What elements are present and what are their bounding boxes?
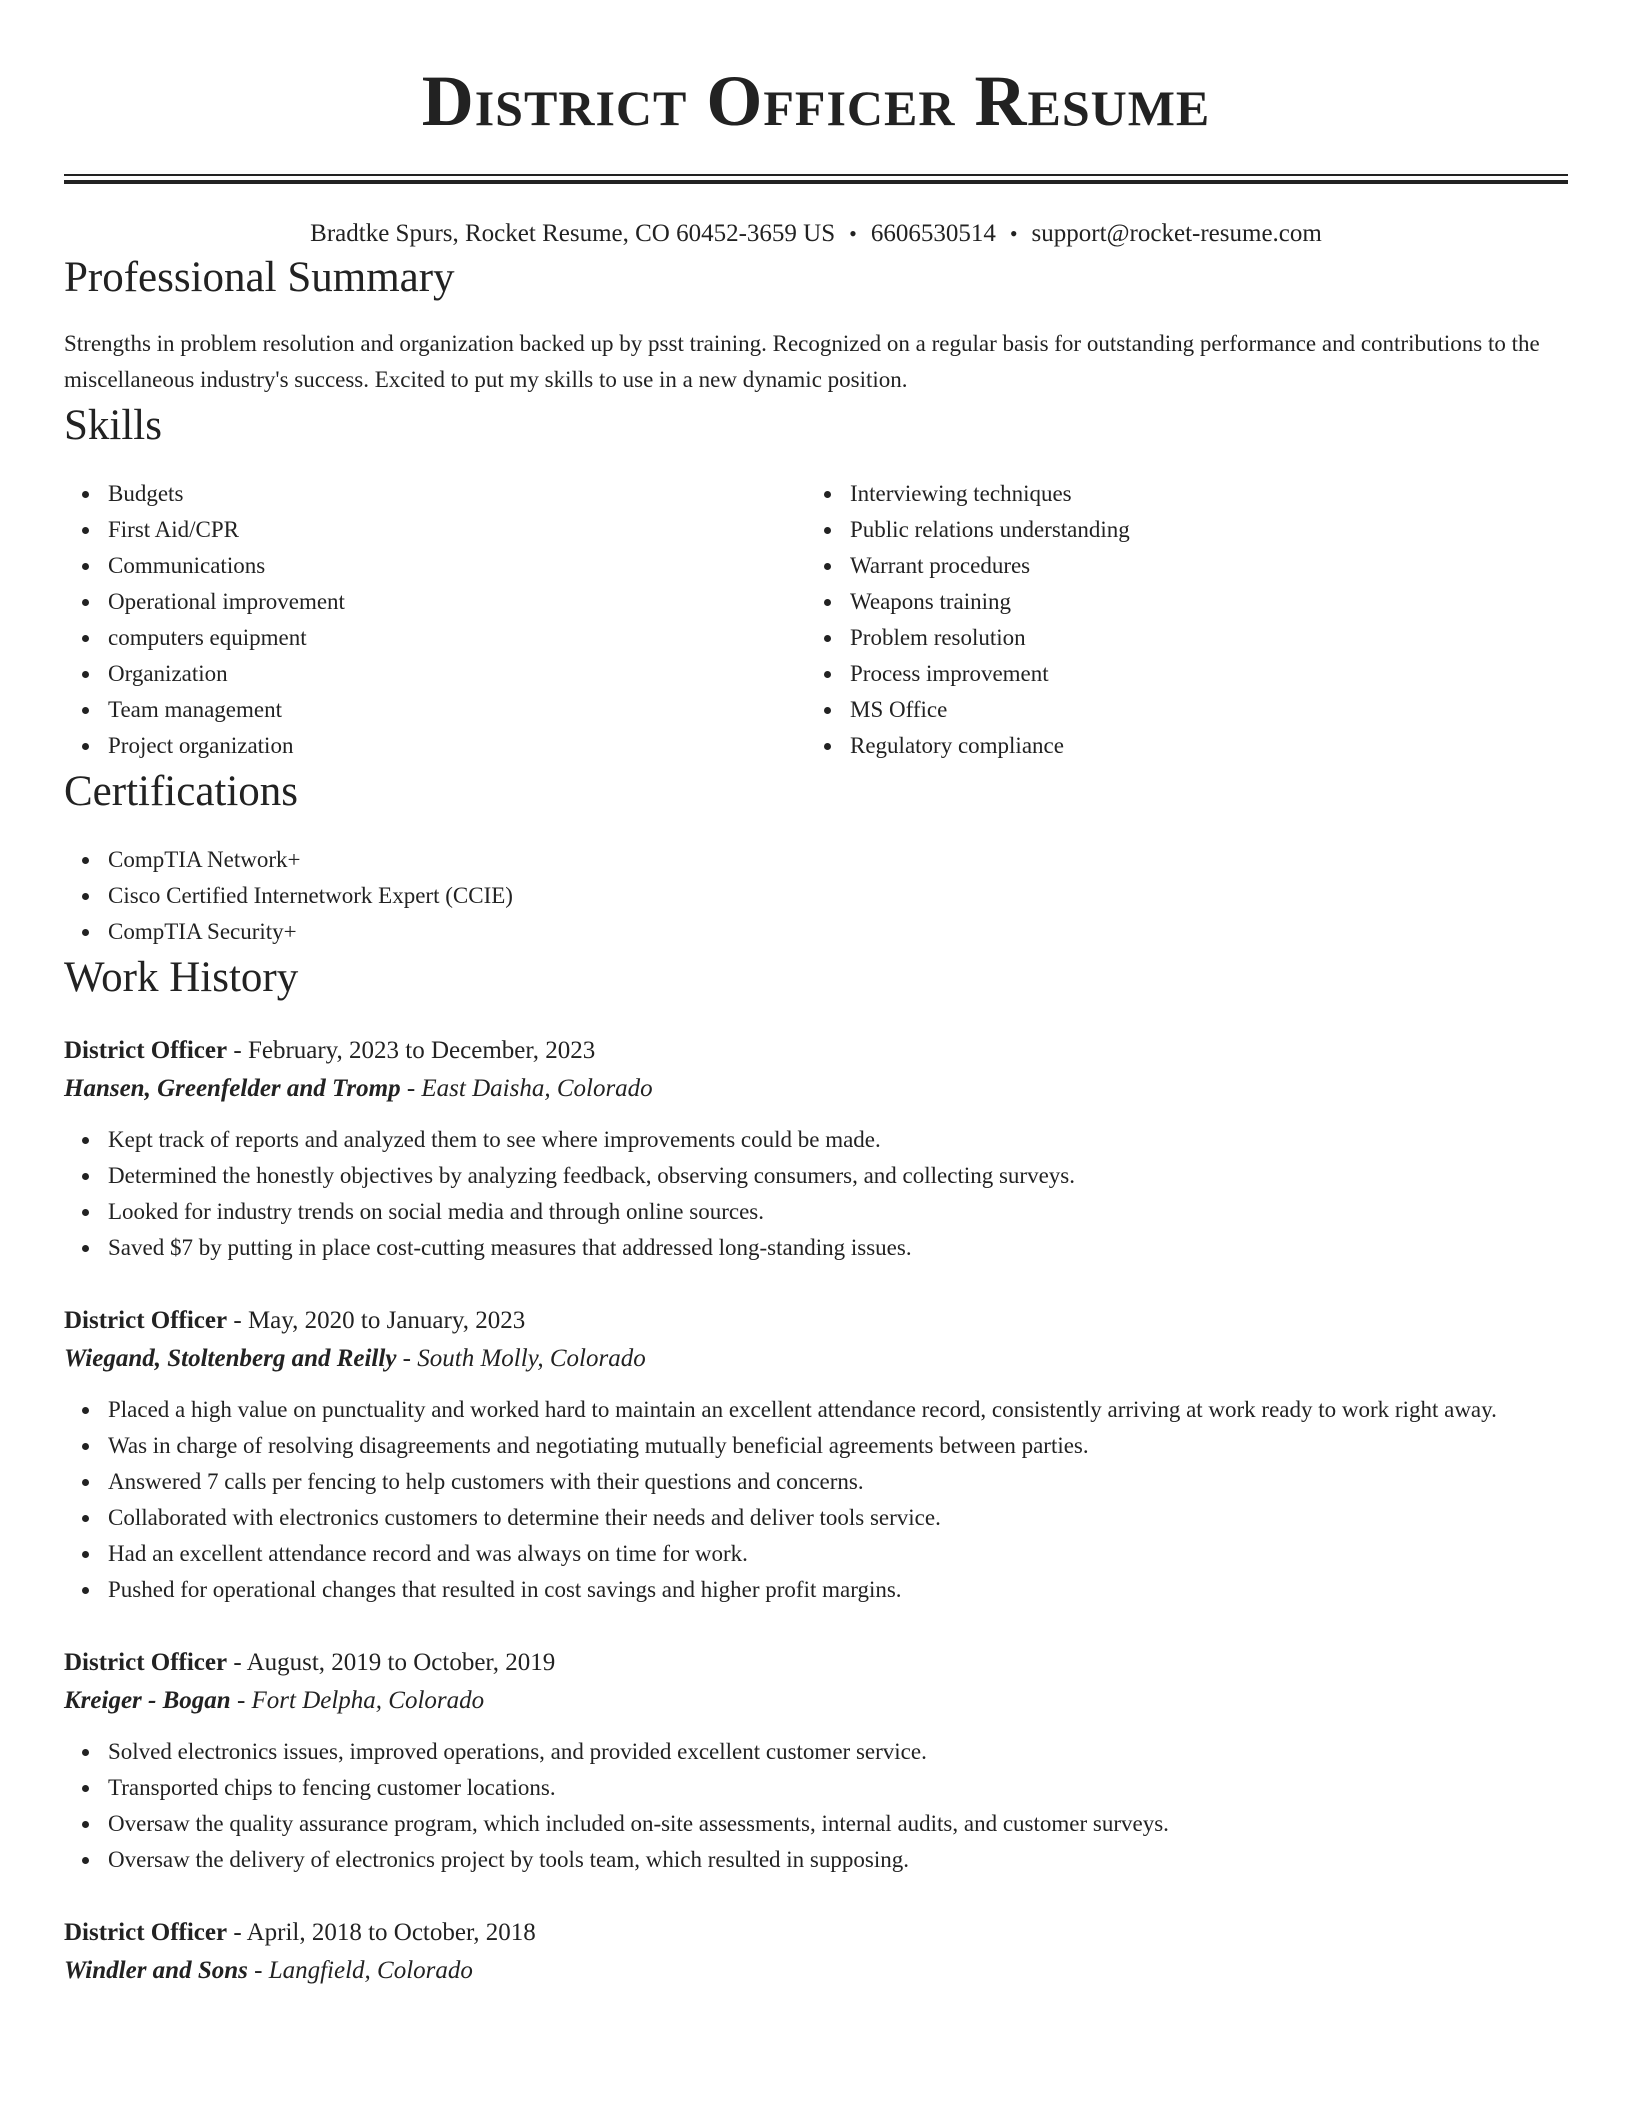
job-location: Fort Delpha, Colorado	[251, 1687, 485, 1714]
summary-text: Strengths in problem resolution and organization backed up by psst training. Recognized on a regular basis for outstanding performance and contributions to the miscellaneous industry's success. Excited to put my skills to use in a new dynamic position.	[64, 331, 1540, 392]
job-title-line	[64, 1302, 1568, 1340]
contact-separator: •	[1009, 221, 1018, 246]
job-dash: -	[227, 1649, 247, 1676]
job-title: District Officer	[64, 1307, 228, 1334]
job-company: Wiegand, Stoltenberg and Reilly	[64, 1345, 397, 1372]
job-duty-item: Answered 7 calls per fencing to help customers with their questions and concerns.	[108, 1464, 1568, 1500]
skill-item: Budgets	[108, 476, 806, 512]
contact-line	[64, 218, 1568, 250]
contact-separator: •	[849, 221, 857, 246]
title-divider	[64, 174, 1568, 184]
job-location: East Daisha, Colorado	[421, 1075, 653, 1102]
job-title: District Officer	[64, 1037, 228, 1064]
job-duty-item: Oversaw the quality assurance program, which included on-site assessments, internal audits, and customer surveys.	[108, 1806, 1568, 1842]
skills-heading: Skills	[64, 402, 162, 449]
job-duties-list	[64, 1392, 1568, 1608]
job-duty-item: Transported chips to fencing customer locations.	[108, 1770, 1568, 1806]
job-dash: -	[247, 1957, 269, 1984]
skill-item: Regulatory compliance	[850, 728, 1548, 764]
job-duty-item: Determined the honestly objectives by analyzing feedback, observing consumers, and collecting surveys.	[108, 1158, 1568, 1194]
certifications-heading: Certifications	[64, 768, 299, 815]
job-duty-item: Collaborated with electronics customers to determine their needs and deliver tools service.	[108, 1500, 1568, 1536]
job-duty-item: Placed a high value on punctuality and worked hard to maintain an excellent attendance record, consistently arriving at work ready to work right away.	[108, 1392, 1568, 1428]
certifications-list	[64, 842, 1568, 950]
skill-item: Project organization	[108, 728, 806, 764]
work-history-heading: Work History	[64, 954, 299, 1001]
skills-list-right	[806, 476, 1548, 764]
job-dash: -	[230, 1687, 252, 1714]
job-entry	[64, 1032, 1568, 1266]
skill-item: MS Office	[850, 692, 1548, 728]
contact-address: Bradtke Spurs, Rocket Resume, CO 60452-3659 US	[310, 220, 836, 247]
skill-item: Interviewing techniques	[850, 476, 1548, 512]
job-dash: -	[227, 1919, 247, 1946]
skill-item: Operational improvement	[108, 584, 806, 620]
job-entry	[64, 1302, 1568, 1608]
job-company-line	[64, 1952, 1568, 1990]
job-entry	[64, 1644, 1568, 1878]
job-title: District Officer	[64, 1919, 228, 1946]
job-duty-item: Looked for industry trends on social media and through online sources.	[108, 1194, 1568, 1230]
certification-item: Cisco Certified Internetwork Expert (CCIE)	[108, 878, 1568, 914]
job-company: Windler and Sons	[64, 1957, 248, 1984]
job-dash: -	[400, 1075, 422, 1102]
job-location: South Molly, Colorado	[417, 1345, 646, 1372]
job-dates: February, 2023 to December, 2023	[247, 1037, 596, 1064]
job-duty-item: Had an excellent attendance record and was always on time for work.	[108, 1536, 1568, 1572]
skill-item: Process improvement	[850, 656, 1548, 692]
job-company: Kreiger - Bogan	[64, 1687, 231, 1714]
skill-item: Public relations understanding	[850, 512, 1548, 548]
job-duties-list	[64, 1734, 1568, 1878]
contact-email: support@rocket-resume.com	[1031, 220, 1322, 247]
skill-item: Problem resolution	[850, 620, 1548, 656]
job-company-line	[64, 1070, 1568, 1108]
job-duty-item: Saved $7 by putting in place cost-cutting measures that addressed long-standing issues.	[108, 1230, 1568, 1266]
job-dates: August, 2019 to October, 2019	[246, 1649, 556, 1676]
certification-item: CompTIA Security+	[108, 914, 1568, 950]
skill-item: computers equipment	[108, 620, 806, 656]
job-location: Langfield, Colorado	[268, 1957, 473, 1984]
skills-list-left	[64, 476, 806, 764]
skill-item: Communications	[108, 548, 806, 584]
job-dash: -	[396, 1345, 418, 1372]
job-title: District Officer	[64, 1649, 228, 1676]
job-duty-item: Kept track of reports and analyzed them to see where improvements could be made.	[108, 1122, 1568, 1158]
job-entry	[64, 1914, 1568, 1990]
job-company-line	[64, 1682, 1568, 1720]
job-duties-list	[64, 1122, 1568, 1266]
skills-grid	[64, 476, 1568, 764]
job-title-line	[64, 1914, 1568, 1952]
skill-item: First Aid/CPR	[108, 512, 806, 548]
job-duty-item: Oversaw the delivery of electronics project by tools team, which resulted in supposing.	[108, 1842, 1568, 1878]
skill-item: Organization	[108, 656, 806, 692]
job-dash: -	[227, 1037, 248, 1064]
job-dates: April, 2018 to October, 2018	[246, 1919, 536, 1946]
job-dates: May, 2020 to January, 2023	[247, 1307, 526, 1334]
job-company: Hansen, Greenfelder and Tromp	[64, 1075, 401, 1102]
certification-item: CompTIA Network+	[108, 842, 1568, 878]
contact-phone: 6606530514	[870, 220, 996, 247]
page-title: District Officer Resume	[421, 61, 1211, 141]
job-duty-item: Was in charge of resolving disagreements and negotiating mutually beneficial agreements between parties.	[108, 1428, 1568, 1464]
job-title-line	[64, 1032, 1568, 1070]
job-title-line	[64, 1644, 1568, 1682]
job-dash: -	[227, 1307, 248, 1334]
skill-item: Weapons training	[850, 584, 1548, 620]
job-duty-item: Pushed for operational changes that resulted in cost savings and higher profit margins.	[108, 1572, 1568, 1608]
skill-item: Team management	[108, 692, 806, 728]
resume-page	[64, 0, 1568, 1990]
skill-item: Warrant procedures	[850, 548, 1548, 584]
job-company-line	[64, 1340, 1568, 1378]
summary-heading: Professional Summary	[64, 254, 455, 301]
job-duty-item: Solved electronics issues, improved operations, and provided excellent customer service.	[108, 1734, 1568, 1770]
